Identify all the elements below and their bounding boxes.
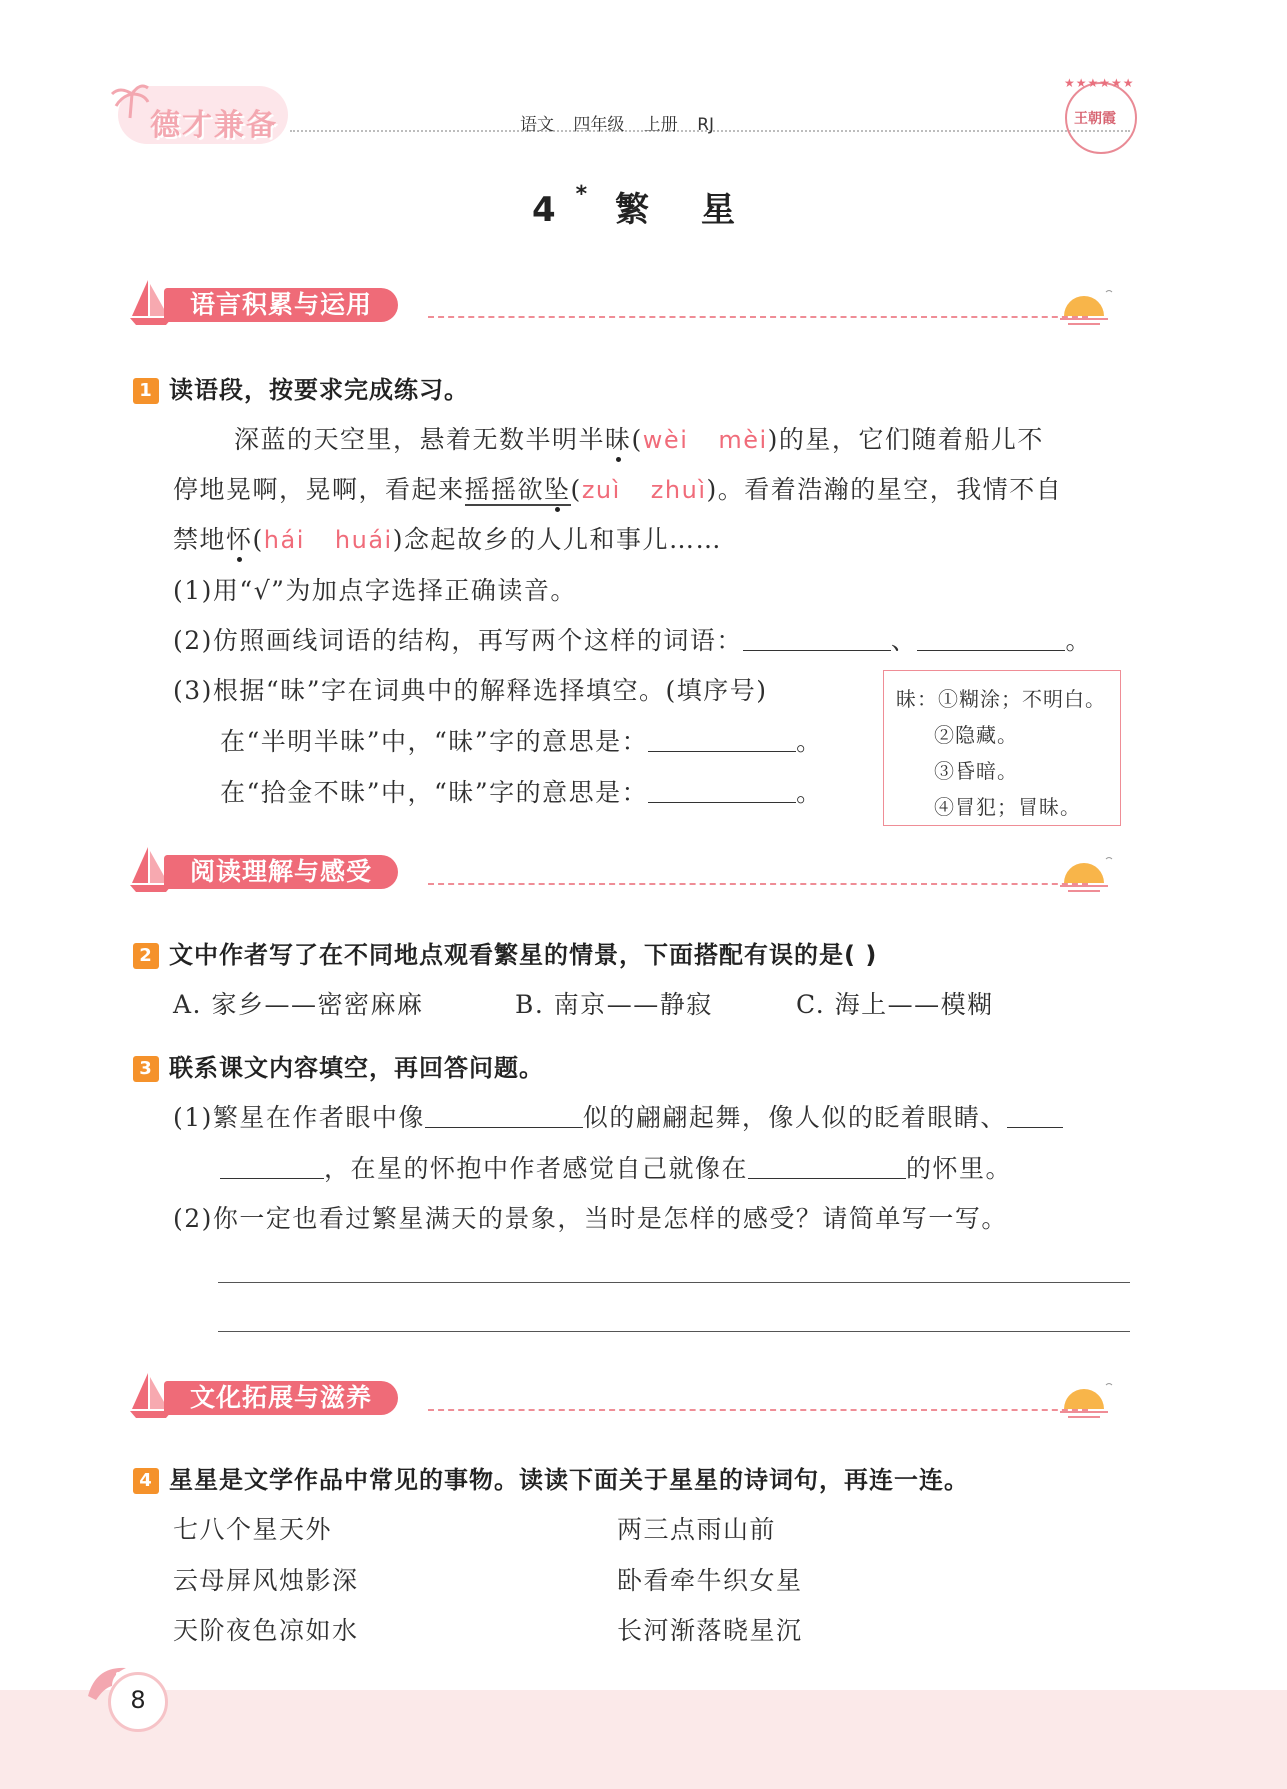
passage-text: 禁地 [173, 525, 227, 554]
poem-right-2[interactable]: 卧看牵牛织女星 [617, 1566, 803, 1595]
poem-right-3[interactable]: 长河渐落晓星沉 [617, 1616, 803, 1645]
underlined-text: 摇摇欲 [464, 475, 545, 504]
separator: 、 [890, 626, 918, 655]
dict-entry: 昧：①糊涂；不明白。 [896, 687, 1106, 711]
dotted-char: 怀 [226, 525, 253, 554]
passage-text: )的星，它们随着船儿不 [767, 425, 1044, 454]
section-banner-1 [128, 278, 1128, 328]
question-text: 读语段，按要求完成练习。 [169, 376, 469, 404]
poem-left-1[interactable]: 七八个星天外 [173, 1515, 333, 1544]
pinyin-option[interactable]: zuì [581, 476, 621, 504]
q1-sub-3b [220, 773, 823, 809]
writing-line[interactable] [218, 1331, 1130, 1332]
question-text: 星星是文学作品中常见的事物。读读下面关于星星的诗词句，再连一连。 [169, 1466, 969, 1494]
question-number: 3 [133, 1056, 159, 1082]
question-number: 4 [133, 1468, 159, 1494]
option-b[interactable]: B. 南京——静寂 [515, 990, 713, 1019]
dict-entry: ②隐藏。 [934, 723, 1018, 747]
paren: ( [570, 475, 582, 504]
section-title: 语言积累与运用 [164, 288, 398, 322]
footer-band [0, 1690, 1287, 1789]
question-number: 1 [133, 378, 159, 404]
lesson-number: 4 [531, 190, 576, 230]
palm-tree-icon [110, 80, 150, 120]
pinyin-option[interactable]: huái [334, 526, 393, 554]
section-divider [428, 1409, 1088, 1411]
book-meta: 语文 四年级 上册 RJ [520, 115, 715, 135]
period: 。 [1065, 626, 1092, 655]
pinyin-option[interactable]: wèi [642, 426, 689, 454]
poem-right-1[interactable]: 两三点雨山前 [617, 1515, 777, 1544]
option-c[interactable]: C. 海上——模糊 [796, 990, 994, 1019]
question-1-prompt [133, 370, 469, 405]
answer-blank[interactable] [1007, 1105, 1063, 1128]
period: 。 [796, 778, 823, 807]
sub-text: 在“拾金不昧”中，“昧”字的意思是： [220, 778, 649, 807]
passage-text: )。看着浩瀚的星空，我情不自 [706, 475, 1063, 504]
question-text: 联系课文内容填空，再回答问题。 [169, 1054, 544, 1082]
q3-line-2 [220, 1149, 1012, 1185]
sunset-icon [1056, 1379, 1116, 1421]
page-number: 8 [130, 1686, 146, 1714]
section-banner-3 [128, 1371, 1128, 1421]
question-text: 文中作者写了在不同地点观看繁星的情景，下面搭配有误的是( ) [169, 941, 878, 969]
passage-text: 深蓝的天空里，悬着无数半明半 [234, 425, 606, 454]
pinyin-option[interactable]: hái [263, 526, 305, 554]
section-divider [428, 316, 1088, 318]
seal-text: 王朝霞 [1074, 111, 1116, 127]
question-2-prompt [133, 935, 877, 970]
dictionary-box [883, 670, 1121, 826]
lesson-title [0, 182, 1287, 231]
q1-sub-3: (3)根据“昧”字在词典中的解释选择填空。(填序号) [173, 676, 768, 705]
sub-text: (2)仿照画线词语的结构，再写两个这样的词语： [173, 626, 743, 655]
seal-stars-icon: ★★★★★★ [1064, 76, 1135, 90]
answer-blank[interactable] [425, 1105, 583, 1128]
sub-text: ，在星的怀抱中作者感觉自己就像在 [324, 1154, 749, 1183]
passage-line-1 [234, 420, 1044, 456]
answer-blank[interactable] [917, 628, 1065, 651]
q3-line-1 [173, 1098, 1063, 1134]
passage-line-3 [173, 520, 722, 556]
answer-blank[interactable] [743, 628, 891, 651]
brand-logo: 德才兼备 [150, 108, 278, 143]
dict-entry: ④冒犯；冒昧。 [934, 795, 1081, 819]
poem-left-3[interactable]: 天阶夜色凉如水 [173, 1616, 359, 1645]
underlined-word [465, 475, 571, 506]
paren: ( [631, 425, 643, 454]
sunset-icon [1056, 286, 1116, 328]
answer-blank[interactable] [648, 729, 796, 752]
sub-text: 似的翩翩起舞，像人似的眨着眼睛、 [582, 1103, 1007, 1132]
section-title: 文化拓展与滋养 [164, 1381, 398, 1415]
question-3-prompt [133, 1048, 544, 1083]
option-a[interactable]: A. 家乡——密密麻麻 [173, 990, 424, 1019]
passage-text: )念起故乡的人儿和事儿…… [392, 525, 722, 554]
q1-sub-1: (1)用“√”为加点字选择正确读音。 [173, 576, 577, 605]
question-number: 2 [133, 943, 159, 969]
answer-blank[interactable] [648, 780, 796, 803]
writing-line[interactable] [218, 1282, 1130, 1283]
section-banner-2 [128, 845, 1128, 895]
section-title: 阅读理解与感受 [164, 855, 398, 889]
pinyin-option[interactable]: zhuì [650, 476, 707, 504]
q1-sub-2 [173, 621, 1092, 657]
dotted-char: 坠 [544, 475, 571, 504]
period: 。 [796, 727, 823, 756]
lesson-name: 繁 星 [615, 190, 756, 230]
paren: ( [252, 525, 264, 554]
q3-line-3: (2)你一定也看过繁星满天的景象，当时是怎样的感受？请简单写一写。 [173, 1204, 1008, 1233]
answer-blank[interactable] [748, 1156, 906, 1179]
sub-text: 的怀里。 [906, 1154, 1013, 1183]
sunset-icon [1056, 853, 1116, 895]
dotted-char: 昧 [605, 425, 632, 454]
dict-entry: ③昏暗。 [934, 759, 1018, 783]
q1-sub-3a [220, 722, 823, 758]
answer-blank[interactable] [220, 1156, 324, 1179]
poem-left-2[interactable]: 云母屏风烛影深 [173, 1566, 359, 1595]
pinyin-option[interactable]: mèi [718, 426, 768, 454]
sub-text: 在“半明半昧”中，“昧”字的意思是： [220, 727, 649, 756]
lesson-star: * [575, 182, 616, 207]
section-divider [428, 883, 1088, 885]
passage-line-2 [173, 470, 1062, 506]
sub-text: (1)繁星在作者眼中像 [173, 1103, 425, 1132]
question-4-prompt [133, 1460, 969, 1495]
passage-text: 停地晃啊，晃啊，看起来 [173, 475, 465, 504]
